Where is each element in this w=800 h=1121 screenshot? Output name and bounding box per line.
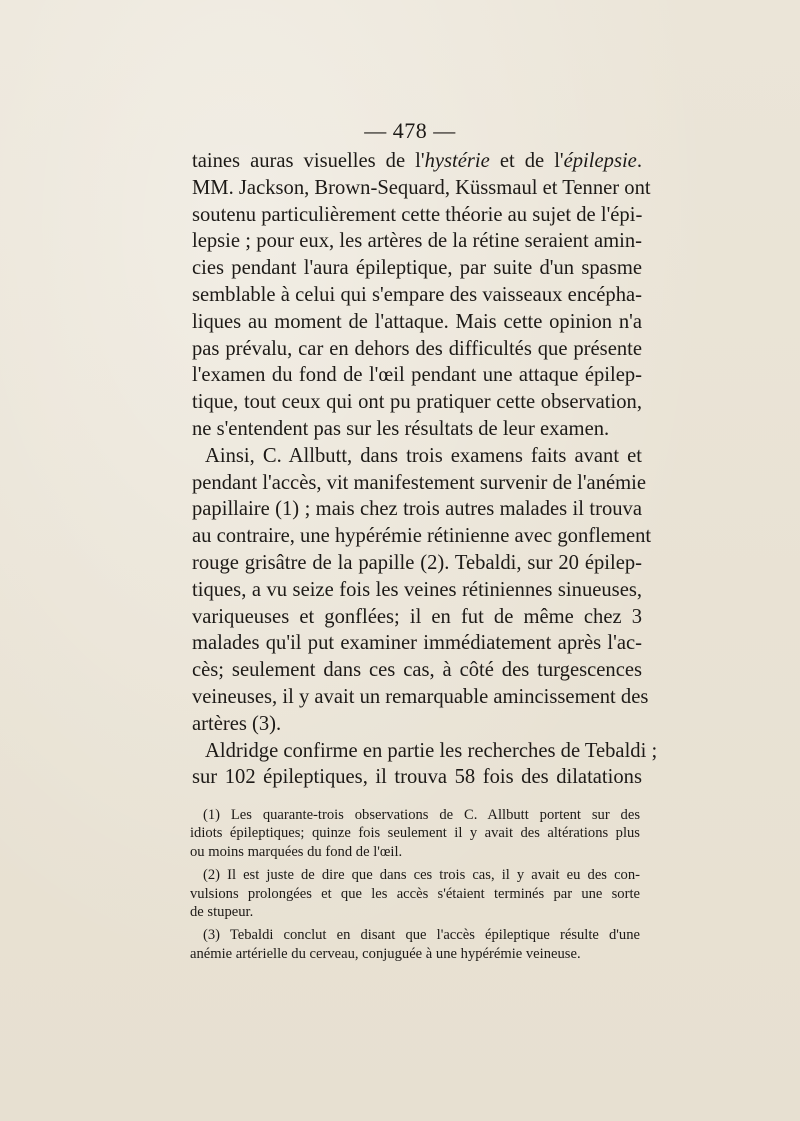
body-line: pas prévalu, car en dehors des difficultés que présente — [192, 337, 642, 360]
footnote-line: vulsions prolongées et que les accès s'étaient terminés par une sorte — [190, 885, 640, 902]
page-number: — 478 — — [364, 118, 456, 143]
footnotes — [190, 806, 640, 968]
body-line: malades qu'il put examiner immédiatement après l'ac- — [192, 632, 642, 655]
body-line: l'examen du fond de l'œil pendant une attaque épilep- — [192, 364, 642, 387]
body-line: Aldridge confirme en partie les recherches de Tebaldi ; — [205, 739, 658, 762]
body-line: soutenu particulièrement cette théorie au sujet de l'épi- — [192, 203, 643, 226]
body-line: taines auras visuelles de l'hystérie et de l'épilepsie. — [192, 150, 642, 172]
body-line: semblable à celui qui s'empare des vaisseaux encépha- — [192, 283, 642, 306]
body-text — [192, 148, 658, 791]
body-line: ne s'entendent pas sur les résultats de leur examen. — [192, 417, 610, 440]
body-line: veineuses, il y avait un remarquable amincissement des — [192, 685, 649, 708]
body-line: tique, tout ceux qui ont pu pratiquer cette observation, — [192, 391, 642, 414]
body-line: lepsie ; pour eux, les artères de la rétine seraient amin- — [192, 230, 642, 253]
body-line: sur 102 épileptiques, il trouva 58 fois des dilatations — [192, 766, 642, 789]
footnote-line: (2) Il est juste de dire que dans ces trois cas, il y avait eu des con- — [203, 867, 640, 884]
body-line: liques au moment de l'attaque. Mais cette opinion n'a — [192, 310, 642, 333]
body-line: pendant l'accès, vit manifestement survenir de l'anémie — [192, 471, 647, 494]
footnote-line: idiots épileptiques; quinze fois seulement il y avait des altérations plus — [190, 825, 640, 842]
footnote-line: (3) Tebaldi conclut en disant que l'accès épileptique résulte d'une — [203, 927, 640, 944]
footnote-line: ou moins marquées du fond de l'œil. — [190, 843, 403, 860]
body-line: MM. Jackson, Brown-Sequard, Küssmaul et Tenner ont — [192, 176, 651, 199]
footnote-line: (1) Les quarante-trois observations de C. Allbutt portent sur des — [203, 807, 640, 823]
footnote-line: anémie artérielle du cerveau, conjuguée à une hypérémie veineuse. — [190, 945, 581, 962]
body-line: Ainsi, C. Allbutt, dans trois examens faits avant et — [205, 444, 642, 467]
footnote-1 — [190, 806, 640, 861]
body-line: tiques, a vu seize fois les veines rétiniennes sinueuses, — [192, 578, 642, 601]
footnote-3 — [190, 926, 640, 963]
footnote-2 — [190, 866, 640, 921]
body-line: rouge grisâtre de la papille (2). Tebaldi, sur 20 épilep- — [192, 551, 642, 574]
body-line: artères (3). — [192, 712, 282, 735]
body-line: variqueuses et gonflées; il en fut de même chez 3 — [192, 605, 642, 628]
footnote-line: de stupeur. — [190, 904, 254, 921]
body-line: au contraire, une hypérémie rétinienne avec gonflement — [192, 525, 652, 548]
body-line: cies pendant l'aura épileptique, par suite d'un spasme — [192, 257, 642, 280]
body-line: cès; seulement dans ces cas, à côté des turgescences — [192, 659, 642, 682]
body-line: papillaire (1) ; mais chez trois autres malades il trouva — [192, 498, 642, 521]
